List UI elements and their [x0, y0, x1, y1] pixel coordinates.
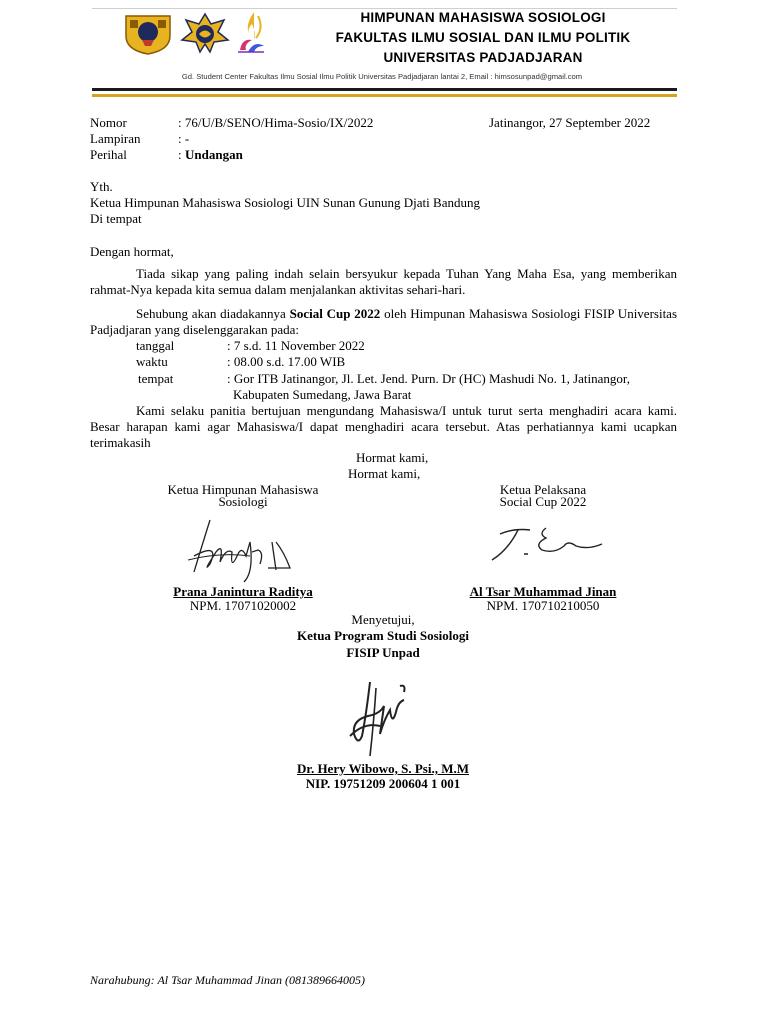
greeting: Dengan hormat, [90, 244, 174, 259]
faculty-name: FAKULTAS ILMU SOSIAL DAN ILMU POLITIK [335, 30, 631, 45]
lampiran-value: : - [178, 131, 190, 146]
signer-left-name: Prana Janintura Raditya [173, 584, 313, 599]
perihal-colon: : [178, 147, 182, 162]
closing-hormat-1: Hormat kami, [356, 450, 429, 465]
detail-label-waktu: waktu [136, 354, 168, 369]
nomor-value: : 76/U/B/SENO/Hima-Sosio/IX/2022 [178, 115, 374, 130]
detail-label-tempat: tempat [138, 371, 174, 386]
recipient-name: Ketua Himpunan Mahasiswa Sosiologi UIN Sunan Gunung Djati Bandung [90, 195, 480, 210]
header-divider-dark [92, 88, 677, 91]
closing-hormat-2: Hormat kami, [348, 466, 421, 481]
signature-approval-icon [340, 676, 420, 760]
signer-left-role-2: Sosiologi [218, 494, 268, 509]
university-name: UNIVERSITAS PADJADJARAN [383, 50, 583, 65]
letter-date: Jatinangor, 27 September 2022 [489, 115, 651, 130]
detail-value-tanggal: : 7 s.d. 11 November 2022 [227, 338, 365, 353]
yth: Yth. [90, 179, 113, 194]
approval-role-1: Ketua Program Studi Sosiologi [296, 628, 470, 643]
header-address: Gd. Student Center Fakultas Ilmu Sosial Ilmu Politik Universitas Padjadjaran lantai 2, Email : himsosunpad@gmail.com [181, 72, 583, 81]
fisip-logo-icon [180, 12, 230, 54]
signer-left-role-1: Ketua Himpunan Mahasiswa [167, 482, 319, 497]
paragraph-2 [90, 306, 677, 338]
approval-label: Menyetujui, [351, 612, 415, 627]
signer-right-role-1: Ketua Pelaksana [499, 482, 587, 497]
detail-value-tempat: : Gor ITB Jatinangor, Jl. Let. Jend. Purn. Dr (HC) Mashudi No. 1, Jatinangor, [227, 371, 630, 386]
signature-right-icon [484, 520, 614, 566]
unpad-logo-icon [120, 12, 176, 56]
approval-name: Dr. Hery Wibowo, S. Psi., M.M [296, 761, 469, 776]
detail-value-waktu: : 08.00 s.d. 17.00 WIB [227, 354, 346, 369]
p2-post: oleh Himpunan Mahasiswa Sosiologi FISIP Universitas Padjadjaran yang diselenggarakan pada: [90, 306, 678, 337]
signer-right-id: NPM. 170710210050 [486, 598, 600, 613]
org-name: HIMPUNAN MAHASISWA SOSIOLOGI [360, 10, 606, 25]
event-name: Social Cup 2022 [289, 306, 381, 321]
approval-id: NIP. 19751209 200604 1 001 [305, 776, 461, 791]
signature-left-icon [180, 512, 300, 584]
signer-right-name: Al Tsar Muhammad Jinan [469, 584, 617, 599]
hima-sosiologi-logo-icon [234, 10, 268, 56]
lampiran-label: Lampiran [90, 131, 141, 146]
detail-label-tanggal: tanggal [136, 338, 175, 353]
header-divider-gold [92, 94, 677, 97]
p2-pre: Sehubung akan diadakannya [136, 306, 290, 321]
nomor-label: Nomor [90, 115, 127, 130]
detail-value-tempat-2: Kabupaten Sumedang, Jawa Barat [233, 387, 412, 402]
perihal-value: Undangan [185, 147, 243, 162]
approval-role-2: FISIP Unpad [346, 645, 420, 660]
perihal-label: Perihal [90, 147, 127, 162]
recipient-place: Di tempat [90, 211, 142, 226]
paragraph-1: Tiada sikap yang paling indah selain bersyukur kepada Tuhan Yang Maha Esa, yang memberikan rahmat-Nya kepada kita semua dalam menjalankan aktivitas sehari-hari. [90, 266, 677, 297]
signer-right-role-2: Social Cup 2022 [499, 494, 587, 509]
paragraph-3: Kami selaku panitia bertujuan mengundang Mahasiswa/I untuk turut serta menghadiri acara kami. Besar harapan kami agar Mahasiswa/I dapat menghadiri acara tersebut. Atas perhatiannya kami ucapkan terimakasih [90, 403, 677, 450]
footer-contact: Narahubung: Al Tsar Muhammad Jinan (081389664005) [90, 973, 366, 987]
signer-left-id: NPM. 17071020002 [189, 598, 297, 613]
